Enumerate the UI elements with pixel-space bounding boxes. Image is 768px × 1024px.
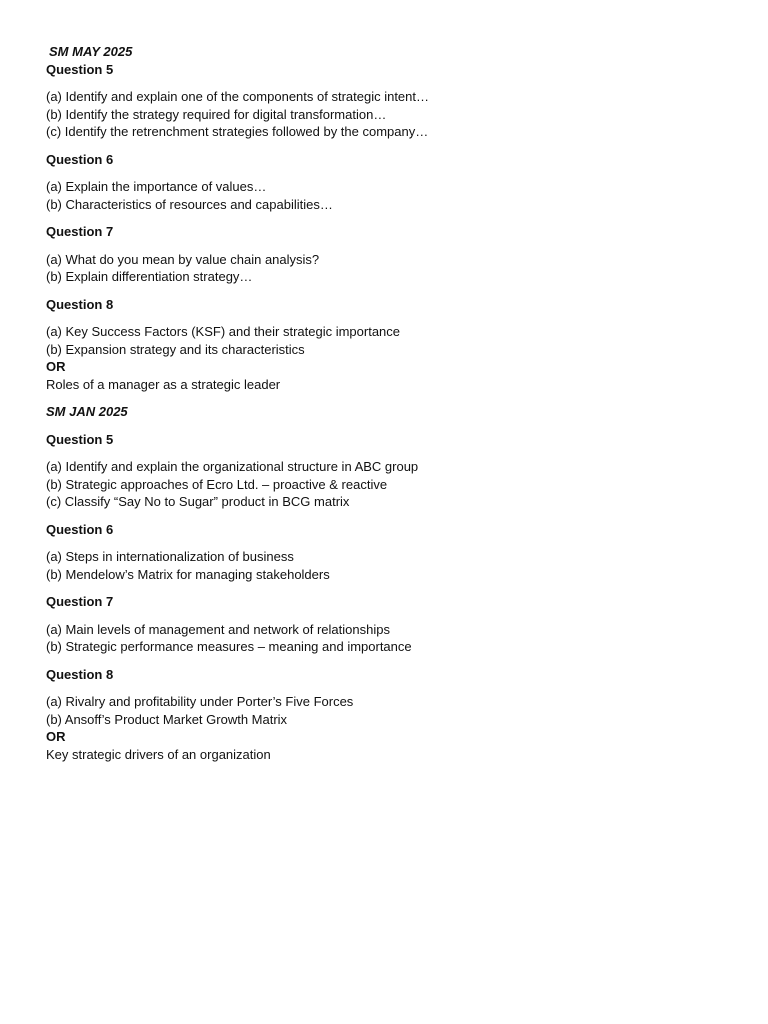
- question-item: (a) Main levels of management and network of relationships: [46, 621, 390, 637]
- question-item: (b) Explain differentiation strategy…: [46, 269, 253, 284]
- or-item: Key strategic drivers of an organization: [46, 746, 271, 762]
- question-item: (a) What do you mean by value chain analysis?: [46, 251, 320, 267]
- question-heading: Question 8: [46, 666, 114, 682]
- question-item: (a) Steps in internationalization of business: [46, 549, 294, 564]
- question-heading: Question 7: [46, 594, 114, 609]
- session-title: SM JAN 2025: [46, 404, 128, 419]
- or-item: Roles of a manager as a strategic leader: [46, 376, 281, 392]
- question-item: (b) Mendelow’s Matrix for managing stakeholders: [46, 566, 330, 582]
- question-item: (b) Identify the strategy required for digital transformation…: [46, 106, 387, 122]
- question-heading: Question 6: [46, 521, 114, 537]
- or-label: OR: [46, 359, 66, 374]
- question-item: (b) Characteristics of resources and capabilities…: [46, 196, 333, 212]
- question-item: (a) Identify and explain the organizational structure in ABC group: [46, 459, 419, 474]
- question-item: (c) Identify the retrenchment strategies followed by the company…: [46, 124, 429, 139]
- question-item: (b) Strategic performance measures – meaning and importance: [46, 639, 412, 654]
- question-item: (b) Ansoff’s Product Market Growth Matrix: [46, 711, 288, 727]
- question-item: (a) Explain the importance of values…: [46, 179, 267, 194]
- question-item: (a) Key Success Factors (KSF) and their strategic importance: [46, 324, 401, 339]
- question-heading: Question 7: [46, 224, 114, 239]
- question-item: (a) Identify and explain one of the components of strategic intent…: [46, 89, 430, 104]
- session-title: SM MAY 2025: [49, 44, 133, 59]
- question-item: (b) Strategic approaches of Ecro Ltd. – proactive & reactive: [46, 476, 388, 492]
- question-heading: Question 5: [46, 61, 114, 77]
- question-item: (c) Classify “Say No to Sugar” product in BCG matrix: [46, 494, 350, 509]
- document-page: [46, 43, 726, 763]
- question-item: (b) Expansion strategy and its characteristics: [46, 341, 305, 357]
- question-heading: Question 5: [46, 431, 114, 447]
- question-heading: Question 8: [46, 296, 114, 312]
- question-heading: Question 6: [46, 151, 114, 167]
- question-item: (a) Rivalry and profitability under Porter’s Five Forces: [46, 694, 354, 709]
- or-label: OR: [46, 729, 66, 744]
